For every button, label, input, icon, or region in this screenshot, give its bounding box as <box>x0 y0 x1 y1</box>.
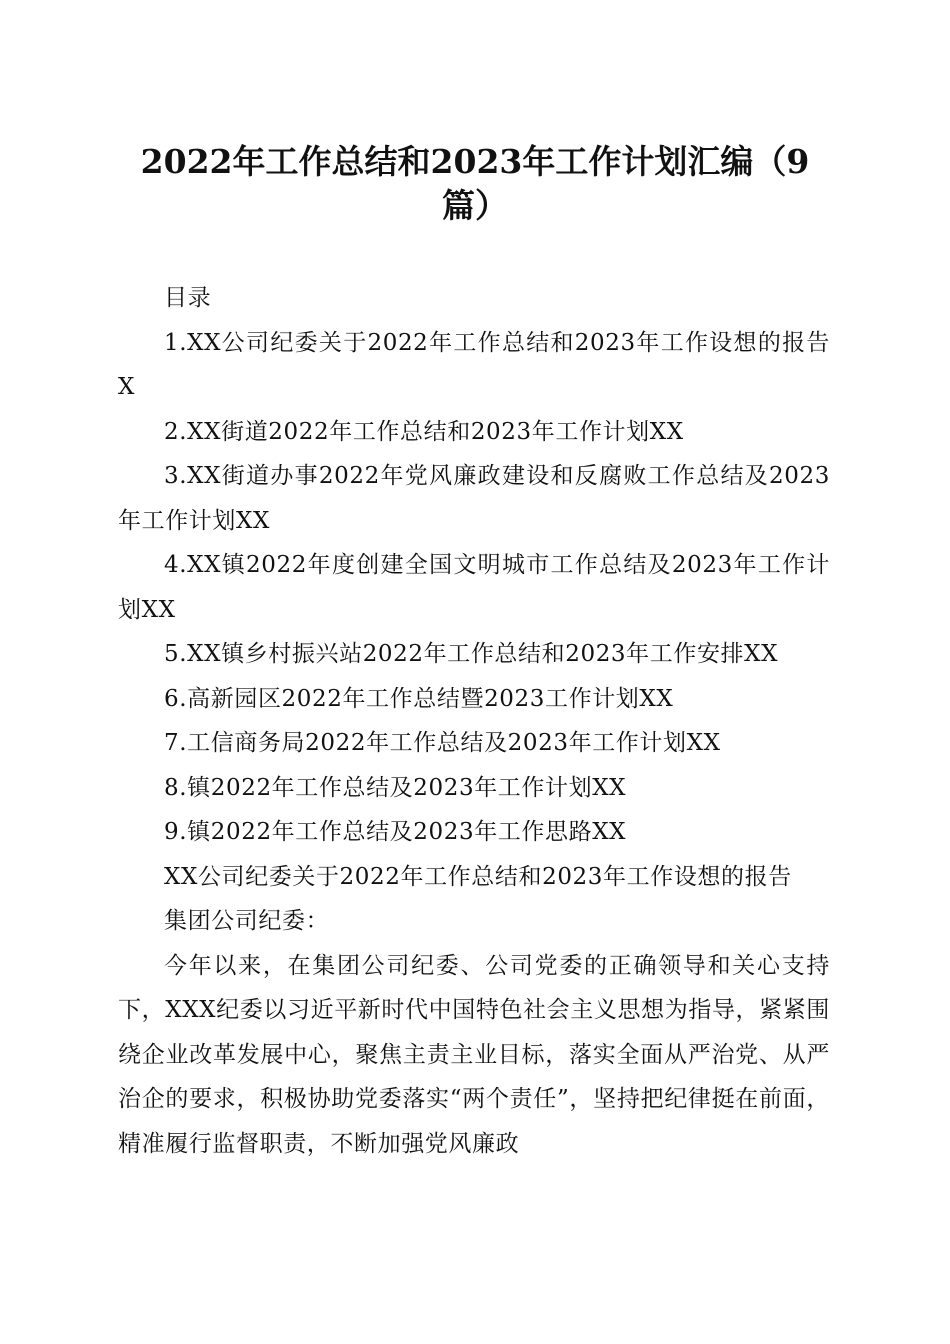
document-title: 2022年工作总结和2023年工作计划汇编（9篇） <box>140 142 810 225</box>
toc-item-9: 9.镇2022年工作总结及2023年工作思路XX <box>164 819 627 845</box>
body-paragraph: 今年以来，在集团公司纪委、公司党委的正确领导和关心支持下，XXX纪委以习近平新时代中国特色社会主义思想为指导，紧紧围绕企业改革发展中心，聚焦主责主业目标，落实全面从严治党、从严治企的要求，积极协助党委落实“两个责任”，坚持把纪律挺在前面，精准履行监督职责，不断加强党风廉政 <box>118 952 830 1157</box>
salutation: 集团公司纪委： <box>164 908 330 934</box>
toc-item-8: 8.镇2022年工作总结及2023年工作计划XX <box>164 774 627 801</box>
section-title: XX公司纪委关于2022年工作总结和2023年工作设想的报告 <box>164 863 792 890</box>
document-body <box>118 276 830 1166</box>
toc-item-7: 7.工信商务局2022年工作总结及2023年工作计划XX <box>164 730 721 756</box>
toc-item-1: 1.XX公司纪委关于2022年工作总结和2023年工作设想的报告X <box>118 329 830 400</box>
toc-item-6: 6.高新园区2022年工作总结暨2023工作计划XX <box>164 685 674 712</box>
toc-item-5: 5.XX镇乡村振兴站2022年工作总结和2023年工作安排XX <box>164 641 779 667</box>
toc-item-4: 4.XX镇2022年度创建全国文明城市工作总结及2023年工作计划XX <box>118 552 830 623</box>
toc-heading: 目录 <box>164 285 212 311</box>
toc-item-2: 2.XX街道2022年工作总结和2023年工作计划XX <box>164 418 684 445</box>
toc-item-3: 3.XX街道办事2022年党风廉政建设和反腐败工作总结及2023年工作计划XX <box>118 463 830 534</box>
